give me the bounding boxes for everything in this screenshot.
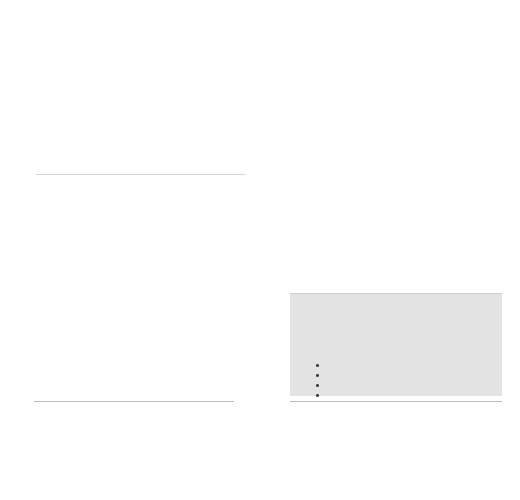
- right-paragraph: [290, 121, 500, 131]
- self-check-category: [312, 337, 502, 347]
- self-check-title: [290, 306, 502, 315]
- self-check-item: [316, 361, 502, 371]
- left-paragraph: [36, 108, 246, 118]
- self-check-item: [316, 381, 502, 391]
- self-check-box: [290, 293, 502, 396]
- left-paragraph: [36, 185, 246, 195]
- self-check-item: [316, 371, 502, 381]
- self-check-item: [316, 391, 502, 401]
- right-page: [290, 95, 500, 134]
- self-check-subheading: [312, 349, 502, 357]
- bullet-icon: [316, 384, 319, 387]
- left-page: [36, 95, 246, 198]
- right-footer-rule: [290, 401, 502, 402]
- right-paragraph: [290, 108, 500, 118]
- left-paragraph: [36, 121, 246, 131]
- bullet-icon: [316, 374, 319, 377]
- self-check-list: [316, 361, 502, 401]
- bullet-icon: [316, 394, 319, 397]
- left-footer-rule: [34, 401, 234, 402]
- section-heading: [36, 158, 246, 175]
- left-paragraph: [36, 134, 246, 144]
- right-paragraph: [290, 95, 500, 105]
- left-paragraph: [36, 95, 246, 105]
- bullet-icon: [316, 364, 319, 367]
